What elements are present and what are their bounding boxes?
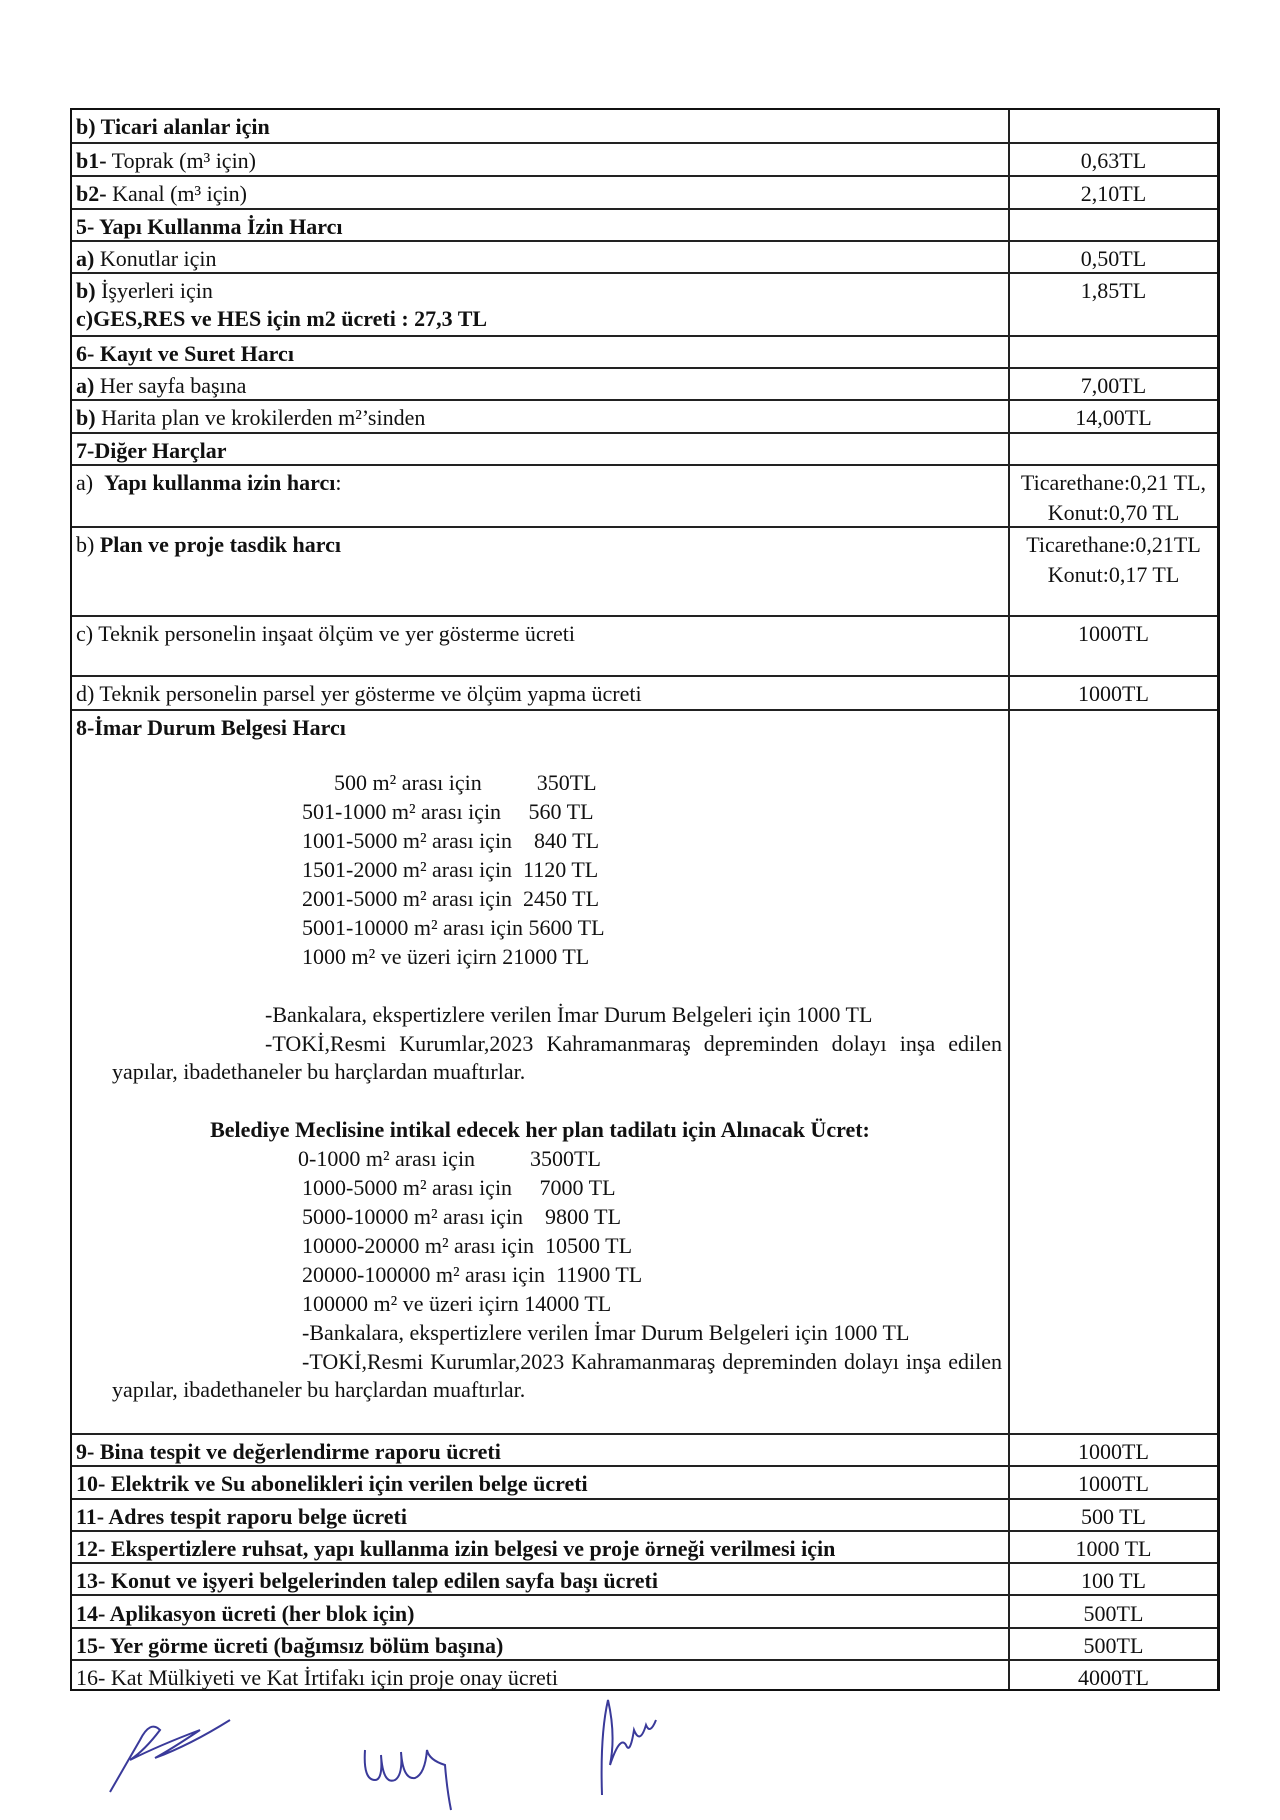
tariff-line: 1000 m² ve üzeri içirn 21000 TL bbox=[302, 944, 590, 969]
bank-note: -Bankalara, ekspertizlere verilen İmar Durum Belgeleri için 1000 TL bbox=[265, 1002, 873, 1027]
row-value: Ticarethane:0,21 TL, Konut:0,70 TL bbox=[1020, 470, 1207, 525]
row-label: 14- Aplikasyon ücreti (her blok için) bbox=[76, 1600, 415, 1626]
tariff-line: 0-1000 m² arası için 3500TL bbox=[298, 1146, 601, 1171]
tariff-line: 1501-2000 m² arası için 1120 TL bbox=[302, 857, 599, 882]
table-row bbox=[72, 1597, 1217, 1629]
tariff-line: 100000 m² ve üzeri içirn 14000 TL bbox=[302, 1291, 612, 1316]
table-row bbox=[72, 466, 1217, 528]
table-row bbox=[72, 617, 1217, 677]
tariff-line: 1001-5000 m² arası için 840 TL bbox=[302, 828, 600, 853]
row-value: 0,50TL bbox=[1080, 246, 1147, 271]
row-label: 7-Diğer Harçlar bbox=[76, 438, 227, 463]
table-row bbox=[72, 177, 1217, 210]
row-label: 15- Yer görme ücreti (bağımsız bölüm başına) bbox=[76, 1632, 504, 1658]
row-label: 16- Kat Mülkiyeti ve Kat İrtifakı için proje onay ücreti bbox=[76, 1665, 559, 1691]
row-label: b2- Kanal (m³ için) bbox=[76, 181, 247, 206]
row-label: a) Yapı kullanma izin harcı: bbox=[76, 470, 342, 495]
table-row bbox=[72, 1661, 1217, 1693]
table-row bbox=[72, 1500, 1217, 1532]
table-row bbox=[72, 401, 1217, 434]
table-row bbox=[72, 242, 1217, 274]
row-value: 1000TL bbox=[1078, 681, 1149, 706]
row-label: 10- Elektrik ve Su abonelikleri için verilen belge ücreti bbox=[76, 1471, 588, 1497]
row-value: Ticarethane:0,21TL Konut:0,17 TL bbox=[1026, 532, 1201, 587]
bank-note: -Bankalara, ekspertizlere verilen İmar Durum Belgeleri için 1000 TL bbox=[302, 1320, 910, 1345]
row-label: b) İşyerleri için bbox=[76, 278, 213, 303]
row-value: 7,00TL bbox=[1080, 373, 1147, 398]
tariff-line: 2001-5000 m² arası için 2450 TL bbox=[302, 886, 600, 911]
row-label: c) Teknik personelin inşaat ölçüm ve yer gösterme ücreti bbox=[76, 621, 575, 646]
row-label: 11- Adres tespit raporu belge ücreti bbox=[76, 1503, 407, 1529]
row-label-ges: c)GES,RES ve HES için m2 ücreti : 27,3 TL bbox=[76, 306, 488, 331]
row-label: 13- Konut ve işyeri belgelerinden talep edilen sayfa başı ücreti bbox=[76, 1568, 658, 1594]
section-title: 8-İmar Durum Belgesi Harcı bbox=[76, 715, 346, 740]
row-value: 500TL bbox=[1083, 1632, 1144, 1658]
row-value: 4000TL bbox=[1078, 1665, 1149, 1691]
tariff-line: 500 m² arası için 350TL bbox=[334, 770, 597, 795]
tariff-line: 501-1000 m² arası için 560 TL bbox=[302, 799, 594, 824]
table-row bbox=[72, 337, 1217, 369]
row-label: b1- Toprak (m³ için) bbox=[76, 148, 257, 173]
table-row bbox=[72, 434, 1217, 466]
row-label: 6- Kayıt ve Suret Harcı bbox=[76, 341, 294, 366]
table-row bbox=[72, 210, 1217, 242]
tariff-line: 20000-100000 m² arası için 11900 TL bbox=[302, 1262, 643, 1287]
signature-3 bbox=[590, 1695, 680, 1805]
plan-heading: Belediye Meclisine intikal edecek her plan tadilatı için Alınacak Ücret: bbox=[210, 1117, 870, 1142]
signature-2 bbox=[355, 1740, 495, 1820]
table-row bbox=[72, 1467, 1217, 1499]
row-value: 0,63TL bbox=[1080, 148, 1147, 173]
section-8-row bbox=[72, 711, 1217, 1435]
tariff-line: 1000-5000 m² arası için 7000 TL bbox=[302, 1175, 616, 1200]
signature-1 bbox=[100, 1700, 240, 1800]
table-row bbox=[72, 110, 1217, 144]
table-row bbox=[72, 274, 1217, 337]
table-row bbox=[72, 144, 1217, 177]
row-label: 9- Bina tespit ve değerlendirme raporu ücreti bbox=[76, 1439, 501, 1464]
row-value: 500 TL bbox=[1081, 1503, 1146, 1529]
row-value: 1000TL bbox=[1078, 1439, 1149, 1464]
row-label: a) Konutlar için bbox=[76, 246, 217, 271]
row-label: b) Plan ve proje tasdik harcı bbox=[76, 532, 342, 557]
row-value: 100 TL bbox=[1081, 1568, 1146, 1594]
row-value: 1,85TL bbox=[1080, 278, 1147, 303]
row-label: 5- Yapı Kullanma İzin Harcı bbox=[76, 214, 343, 239]
tariff-line: 5001-10000 m² arası için 5600 TL bbox=[302, 915, 605, 940]
row-label: b) Ticari alanlar için bbox=[76, 114, 270, 139]
row-label: d) Teknik personelin parsel yer gösterme ve ölçüm yapma ücreti bbox=[76, 681, 642, 706]
row-value: 1000TL bbox=[1078, 621, 1149, 646]
row-label: 12- Ekspertizlere ruhsat, yapı kullanma izin belgesi ve proje örneği verilmesi için bbox=[76, 1535, 836, 1561]
row-value: 2,10TL bbox=[1080, 181, 1147, 206]
row-value: 1000TL bbox=[1078, 1471, 1149, 1497]
fee-table bbox=[70, 108, 1220, 1691]
table-row bbox=[72, 677, 1217, 711]
row-value: 1000 TL bbox=[1075, 1535, 1152, 1561]
table-row bbox=[72, 1435, 1217, 1467]
tariff-line: 10000-20000 m² arası için 10500 TL bbox=[302, 1233, 633, 1258]
table-row bbox=[72, 1564, 1217, 1596]
exempt-note: -TOKİ,Resmi Kurumlar,2023 Kahramanmaraş depreminden dolayı inşa edilen yapılar, ibadethaneler bu harçlardan muaftırlar. bbox=[112, 1031, 1002, 1084]
table-row bbox=[72, 1532, 1217, 1564]
exempt-note: -TOKİ,Resmi Kurumlar,2023 Kahramanmaraş depreminden dolayı inşa edilen yapılar, ibadethaneler bu harçlardan muaftırlar. bbox=[112, 1349, 1002, 1402]
tariff-line: 5000-10000 m² arası için 9800 TL bbox=[302, 1204, 622, 1229]
table-row bbox=[72, 369, 1217, 401]
table-row bbox=[72, 528, 1217, 617]
row-label: b) Harita plan ve krokilerden m²’sinden bbox=[76, 405, 426, 430]
row-value: 14,00TL bbox=[1075, 405, 1152, 430]
row-value: 500TL bbox=[1083, 1600, 1144, 1626]
table-row bbox=[72, 1629, 1217, 1661]
row-label: a) Her sayfa başına bbox=[76, 373, 247, 398]
